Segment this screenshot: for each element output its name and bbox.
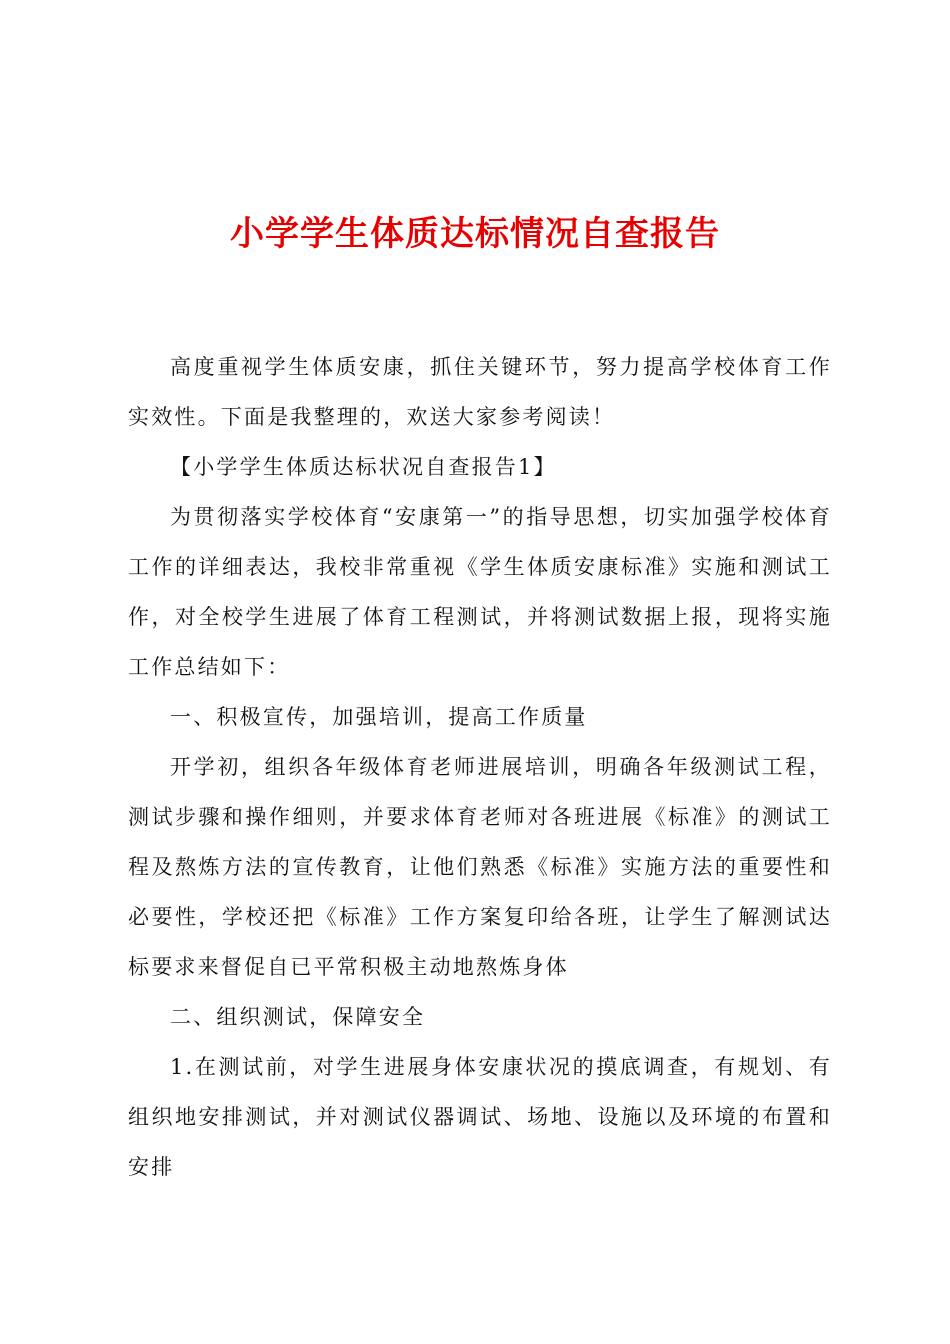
paragraph-training: 开学初，组织各年级体育老师进展培训，明确各年级测试工程，测试步骤和操作细则，并要求体育老师对各班进展《标准》的测试工程及熬炼方法的宣传教育，让他们熟悉《标准》实施方法的重要性和必要性，学校还把《标准》工作方案复印给各班，让学生了解测试达标要求来督促自已平常积极主动地熬炼身体 <box>128 755 832 979</box>
section-heading-report-1: 【小学学生体质达标状况自查报告1】 <box>170 455 557 479</box>
document-body <box>128 342 832 1192</box>
document-title: 小学学生体质达标情况自查报告 <box>230 214 720 254</box>
paragraph-overview: 为贯彻落实学校体育“安康第一”的指导思想，切实加强学校体育工作的详细表达，我校非常重视《学生体质安康标准》实施和测试工作，对全校学生进展了体育工程测试，并将测试数据上报，现将实施工作总结如下： <box>128 505 832 679</box>
section-heading-2: 二、组织测试，保障安全 <box>170 1005 426 1029</box>
paragraph-testing: 1.在测试前，对学生进展身体安康状况的摸底调查，有规划、有组织地安排测试，并对测试仪器调试、场地、设施以及环境的布置和安排 <box>128 1055 832 1179</box>
section-heading-1: 一、积极宣传，加强培训，提高工作质量 <box>170 705 588 729</box>
paragraph-intro: 高度重视学生体质安康，抓住关键环节，努力提高学校体育工作实效性。下面是我整理的，欢送大家参考阅读！ <box>128 355 832 429</box>
